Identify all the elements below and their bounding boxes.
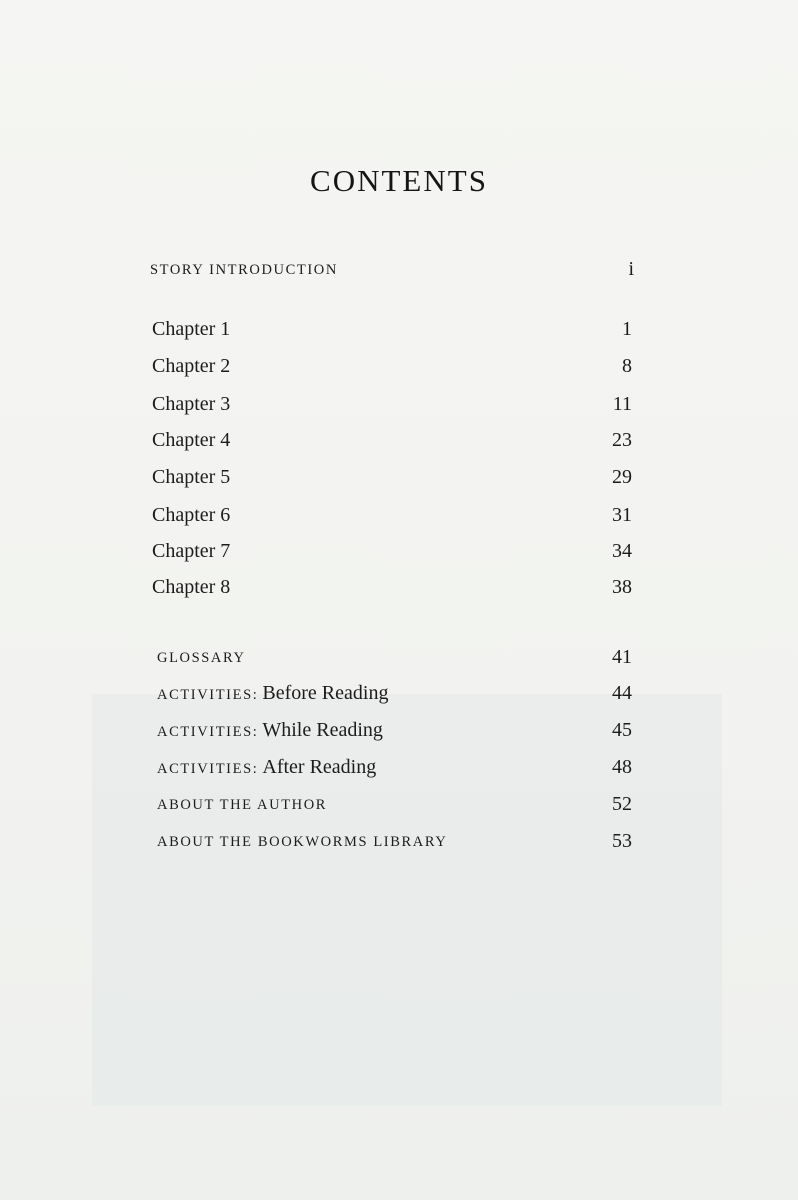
toc-entry-chapter (152, 504, 632, 534)
toc-entry-label: ABOUT THE AUTHOR (157, 797, 328, 813)
toc-entry-label: Chapter 8 (152, 576, 231, 598)
toc-entry-page: 34 (612, 540, 632, 562)
toc-entry-page: 38 (612, 576, 632, 598)
toc-entry-glossary (157, 646, 632, 679)
toc-entry-label: Chapter 4 (152, 429, 231, 451)
toc-entry-label: ABOUT THE BOOKWORMS LIBRARY (157, 834, 448, 850)
toc-entry-page: 31 (612, 504, 632, 526)
toc-entry-label: Before Reading (262, 682, 389, 704)
toc-entry-page: 11 (612, 393, 632, 415)
toc-entry-label: STORY INTRODUCTION (150, 262, 338, 278)
toc-entry-chapter (152, 576, 632, 606)
toc-entry-chapter (152, 429, 632, 459)
toc-entry-page: 23 (612, 429, 632, 451)
toc-entry-page: 1 (622, 318, 632, 340)
toc-entry-chapter (152, 393, 632, 423)
toc-entry-activities-after (157, 756, 632, 786)
toc-entry-about-author (157, 793, 632, 826)
toc-entry-page: 45 (612, 719, 632, 741)
toc-entry-chapter (152, 318, 632, 348)
toc-entry-label-prefix: ACTIVITIES: (157, 724, 259, 740)
toc-entry-about-library (157, 830, 632, 863)
toc-entry-label-prefix: ACTIVITIES: (157, 687, 259, 703)
toc-entry-activities-before (157, 682, 632, 712)
toc-entry-label: Chapter 3 (152, 393, 231, 415)
toc-entry-page: 48 (612, 756, 632, 778)
toc-entry-story-introduction (150, 258, 634, 292)
toc-entry-chapter (152, 466, 632, 496)
toc-entry-page: 8 (622, 355, 632, 377)
toc-entry-label: Chapter 1 (152, 318, 231, 340)
toc-entry-page: 44 (612, 682, 632, 704)
toc-entry-label: GLOSSARY (157, 650, 246, 666)
toc-entry-page: 53 (612, 830, 632, 852)
toc-entry-label: After Reading (262, 756, 377, 778)
toc-entry-page: 52 (612, 793, 632, 815)
toc-entry-label: While Reading (262, 719, 383, 741)
toc-entry-page: i (628, 258, 634, 280)
toc-entry-label: Chapter 6 (152, 504, 231, 526)
contents-title: CONTENTS (310, 163, 488, 198)
toc-entry-page: 29 (612, 466, 632, 488)
toc-entry-label: Chapter 2 (152, 355, 231, 377)
toc-entry-activities-while (157, 719, 632, 749)
toc-entry-label: Chapter 7 (152, 540, 231, 562)
toc-entry-chapter (152, 540, 632, 570)
toc-entry-chapter (152, 355, 632, 385)
toc-entry-label: Chapter 5 (152, 466, 231, 488)
toc-entry-page: 41 (612, 646, 632, 668)
toc-entry-label-prefix: ACTIVITIES: (157, 761, 259, 777)
